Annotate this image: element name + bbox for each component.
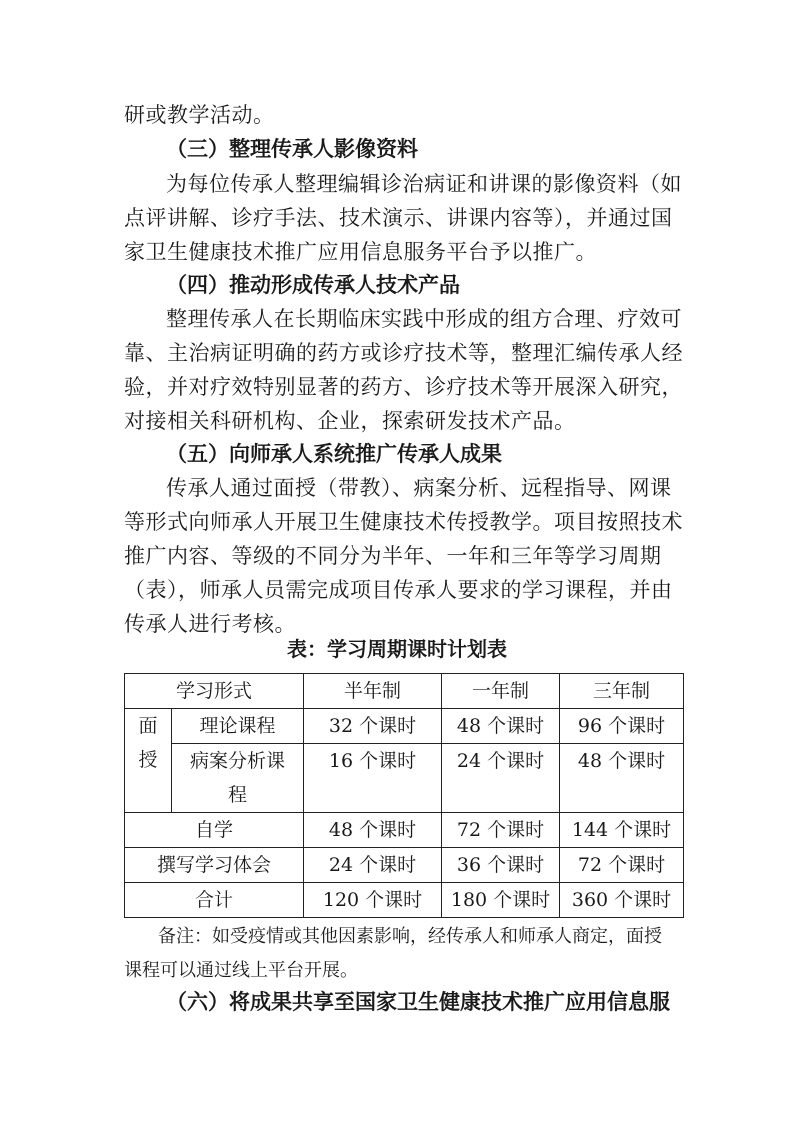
header-cell: 一年制 [442, 674, 560, 709]
paragraph-line: 靠、主治病证明确的药方或诊疗技术等，整理汇编传承人经 [124, 341, 683, 365]
table-cell: 72 个课时 [442, 813, 560, 848]
table-cell: 16 个课时 [304, 744, 442, 813]
paragraph-line: 研或教学活动。 [124, 103, 275, 127]
row-label: 自学 [125, 813, 304, 848]
table-cell: 32 个课时 [304, 709, 442, 744]
table-cell: 36 个课时 [442, 848, 560, 883]
table-cell: 24 个课时 [442, 744, 560, 813]
table-cell: 360 个课时 [560, 883, 684, 918]
paragraph-line: 对接相关科研机构、企业，探索研发技术产品。 [124, 409, 576, 433]
paragraph-line: 验，并对疗效特别显著的药方、诊疗技术等开展深入研究， [124, 375, 683, 399]
study-schedule-table [124, 673, 684, 918]
section-heading-6: （六）将成果共享至国家卫生健康技术推广应用信息服 [166, 990, 670, 1014]
group-label-char: 授 [138, 749, 158, 771]
row-label-line: 病案分析课 [190, 750, 286, 772]
table-note: 备注：如受疫情或其他因素影响，经传承人和师承人商定，面授 [158, 926, 662, 947]
paragraph-line: 推广内容、等级的不同分为半年、一年和三年等学习周期 [124, 544, 662, 568]
group-cell-face-to-face [125, 709, 172, 813]
section-heading-3: （三）整理传承人影像资料 [166, 137, 418, 161]
table-note: 课程可以通过线上平台开展。 [124, 960, 358, 981]
row-label: 理论课程 [172, 709, 304, 744]
table-cell: 180 个课时 [442, 883, 560, 918]
table-cell: 48 个课时 [304, 813, 442, 848]
header-cell: 学习形式 [125, 674, 304, 709]
paragraph-line: （表），师承人员需完成项目传承人要求的学习课程，并由 [124, 578, 673, 602]
row-label-line: 程 [228, 784, 248, 806]
paragraph-line: 为每位传承人整理编辑诊治病证和讲课的影像资料（如 [166, 172, 682, 196]
paragraph-line: 家卫生健康技术推广应用信息服务平台予以推广。 [124, 240, 597, 264]
table-cell: 48 个课时 [442, 709, 560, 744]
section-heading-5: （五）向师承人系统推广传承人成果 [166, 442, 502, 466]
table-row [125, 813, 684, 848]
group-label-char: 面 [138, 715, 158, 737]
table-caption: 表：学习周期课时计划表 [287, 637, 507, 661]
header-cell: 三年制 [560, 674, 684, 709]
table-row [125, 709, 684, 744]
table-cell: 72 个课时 [560, 848, 684, 883]
table-cell: 96 个课时 [560, 709, 684, 744]
paragraph-line: 整理传承人在长期临床实践中形成的组方合理、疗效可 [166, 307, 682, 331]
row-label: 合计 [125, 883, 304, 918]
paragraph-line: 传承人进行考核。 [124, 612, 296, 636]
table-row [125, 883, 684, 918]
header-cell: 半年制 [304, 674, 442, 709]
table-cell: 144 个课时 [560, 813, 684, 848]
paragraph-line: 传承人通过面授（带教）、病案分析、远程指导、网课 [166, 476, 672, 500]
paragraph-line: 点评讲解、诊疗手法、技术演示、讲课内容等），并通过国 [124, 206, 673, 230]
table-cell: 120 个课时 [304, 883, 442, 918]
table-header-row [125, 674, 684, 709]
table-cell: 48 个课时 [560, 744, 684, 813]
row-label [172, 744, 304, 813]
table-cell: 24 个课时 [304, 848, 442, 883]
row-label: 撰写学习体会 [125, 848, 304, 883]
table-row [125, 744, 684, 813]
section-heading-4: （四）推动形成传承人技术产品 [166, 273, 460, 297]
table-row [125, 848, 684, 883]
paragraph-line: 等形式向师承人开展卫生健康技术传授教学。项目按照技术 [124, 510, 683, 534]
